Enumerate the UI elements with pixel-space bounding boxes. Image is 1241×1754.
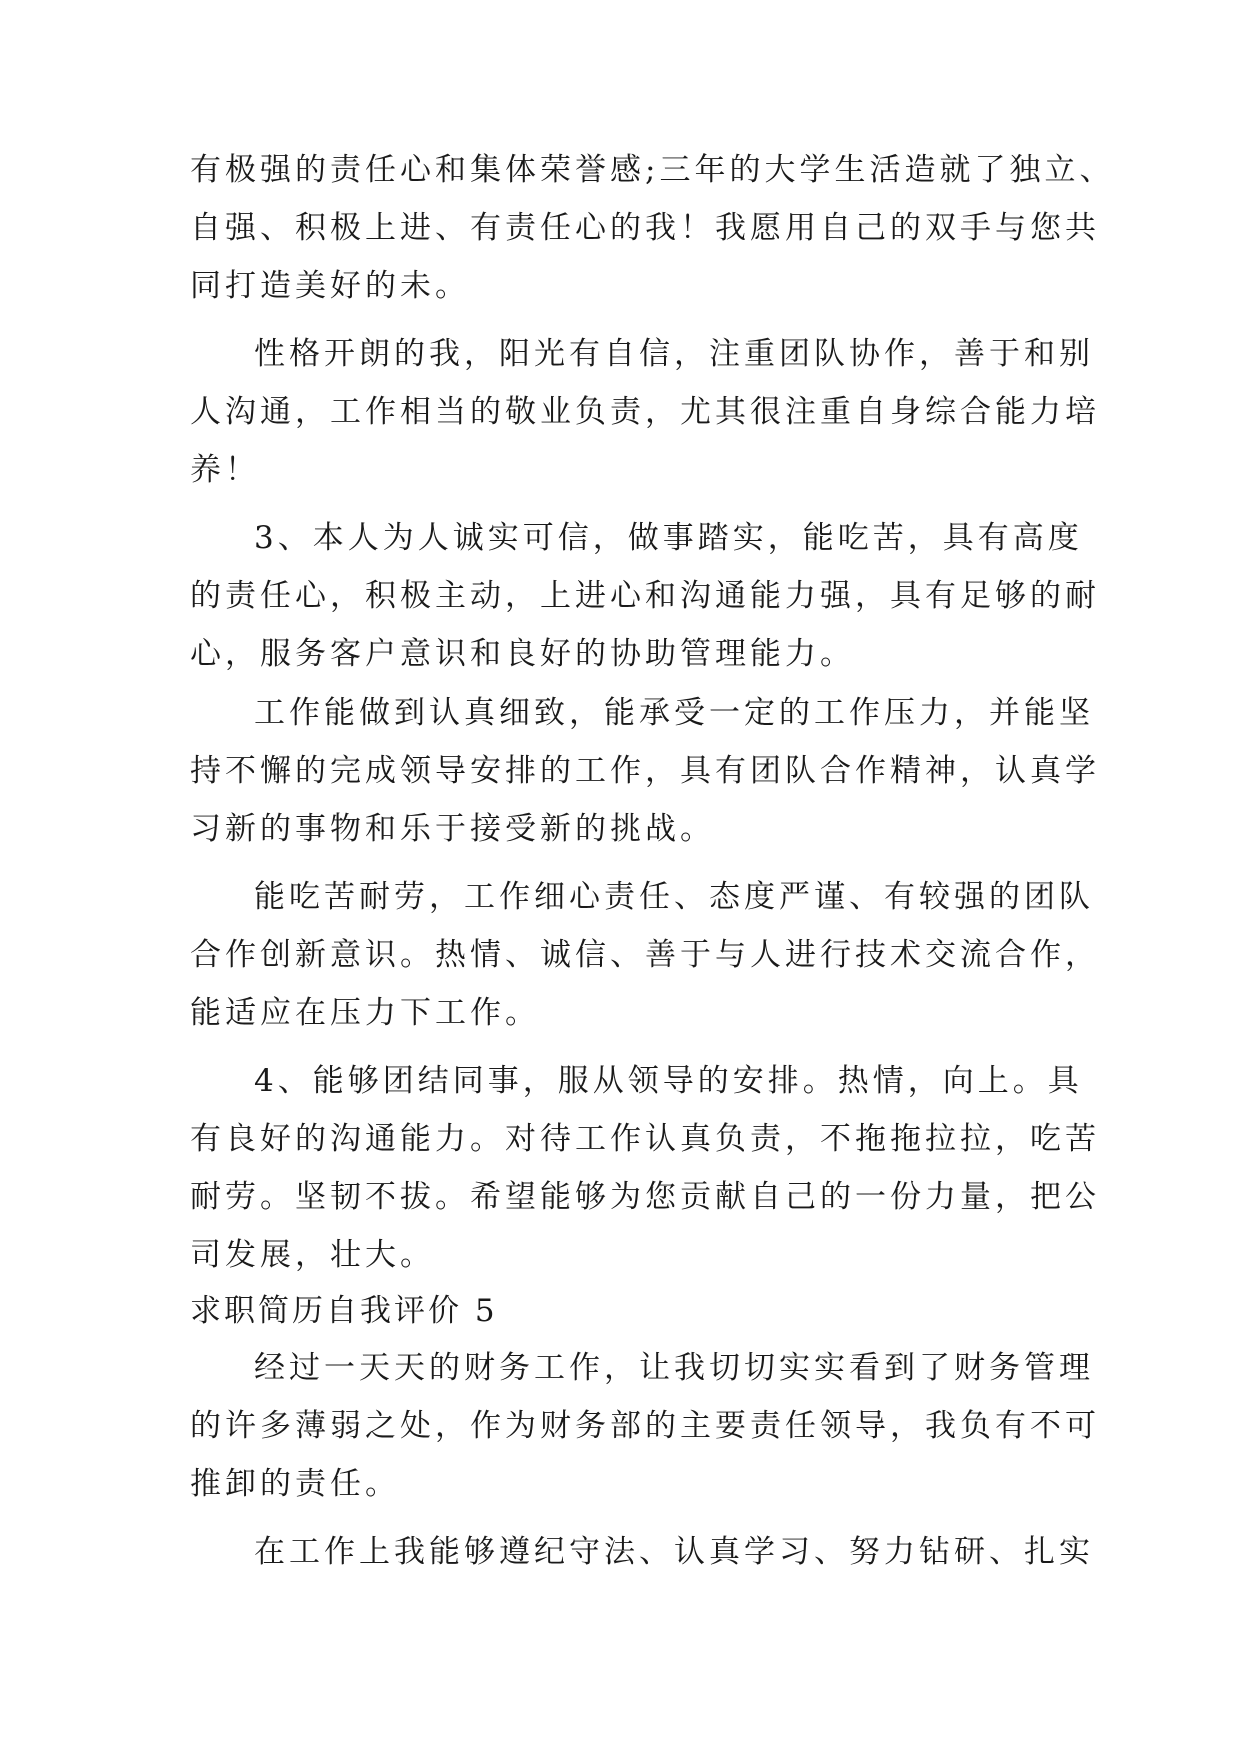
section-heading: 求职简历自我评价 5 bbox=[190, 1293, 498, 1329]
text-line: 的责任心，积极主动，上进心和沟通能力强，具有足够的耐 bbox=[190, 578, 1100, 614]
text-line: 持不懈的完成领导安排的工作，具有团队合作精神，认真学 bbox=[190, 753, 1100, 789]
text-line: 自强、积极上进、有责任心的我！我愿用自己的双手与您共 bbox=[190, 210, 1100, 246]
text-line: 能适应在压力下工作。 bbox=[190, 995, 540, 1031]
text-line: 同打造美好的未。 bbox=[190, 268, 470, 304]
text-line: 心，服务客户意识和良好的协助管理能力。 bbox=[190, 636, 855, 672]
text-line: 有良好的沟通能力。对待工作认真负责，不拖拖拉拉，吃苦 bbox=[190, 1121, 1100, 1157]
text-line: 有极强的责任心和集体荣誉感;三年的大学生活造就了独立、 bbox=[190, 152, 1115, 188]
text-line: 推卸的责任。 bbox=[190, 1466, 400, 1502]
paragraph-first-line: 能吃苦耐劳，工作细心责任、态度严谨、有较强的团队 bbox=[254, 879, 1094, 915]
text-line: 习新的事物和乐于接受新的挑战。 bbox=[190, 811, 715, 847]
paragraph-first-line: 工作能做到认真细致，能承受一定的工作压力，并能坚 bbox=[254, 695, 1094, 731]
paragraph-first-line: 4、能够团结同事，服从领导的安排。热情，向上。具 bbox=[254, 1063, 1083, 1099]
text-line: 的许多薄弱之处，作为财务部的主要责任领导，我负有不可 bbox=[190, 1408, 1100, 1444]
text-line: 养！ bbox=[190, 452, 260, 488]
paragraph-first-line: 经过一天天的财务工作，让我切切实实看到了财务管理 bbox=[254, 1350, 1094, 1386]
text-line: 司发展，壮大。 bbox=[190, 1237, 435, 1273]
text-line: 耐劳。坚韧不拔。希望能够为您贡献自己的一份力量，把公 bbox=[190, 1179, 1100, 1215]
text-line: 合作创新意识。热情、诚信、善于与人进行技术交流合作， bbox=[190, 937, 1100, 973]
paragraph-first-line: 3、本人为人诚实可信，做事踏实，能吃苦，具有高度 bbox=[254, 520, 1083, 556]
paragraph-first-line: 在工作上我能够遵纪守法、认真学习、努力钻研、扎实 bbox=[254, 1534, 1094, 1570]
paragraph-first-line: 性格开朗的我，阳光有自信，注重团队协作，善于和别 bbox=[254, 336, 1094, 372]
text-line: 人沟通，工作相当的敬业负责，尤其很注重自身综合能力培 bbox=[190, 394, 1100, 430]
